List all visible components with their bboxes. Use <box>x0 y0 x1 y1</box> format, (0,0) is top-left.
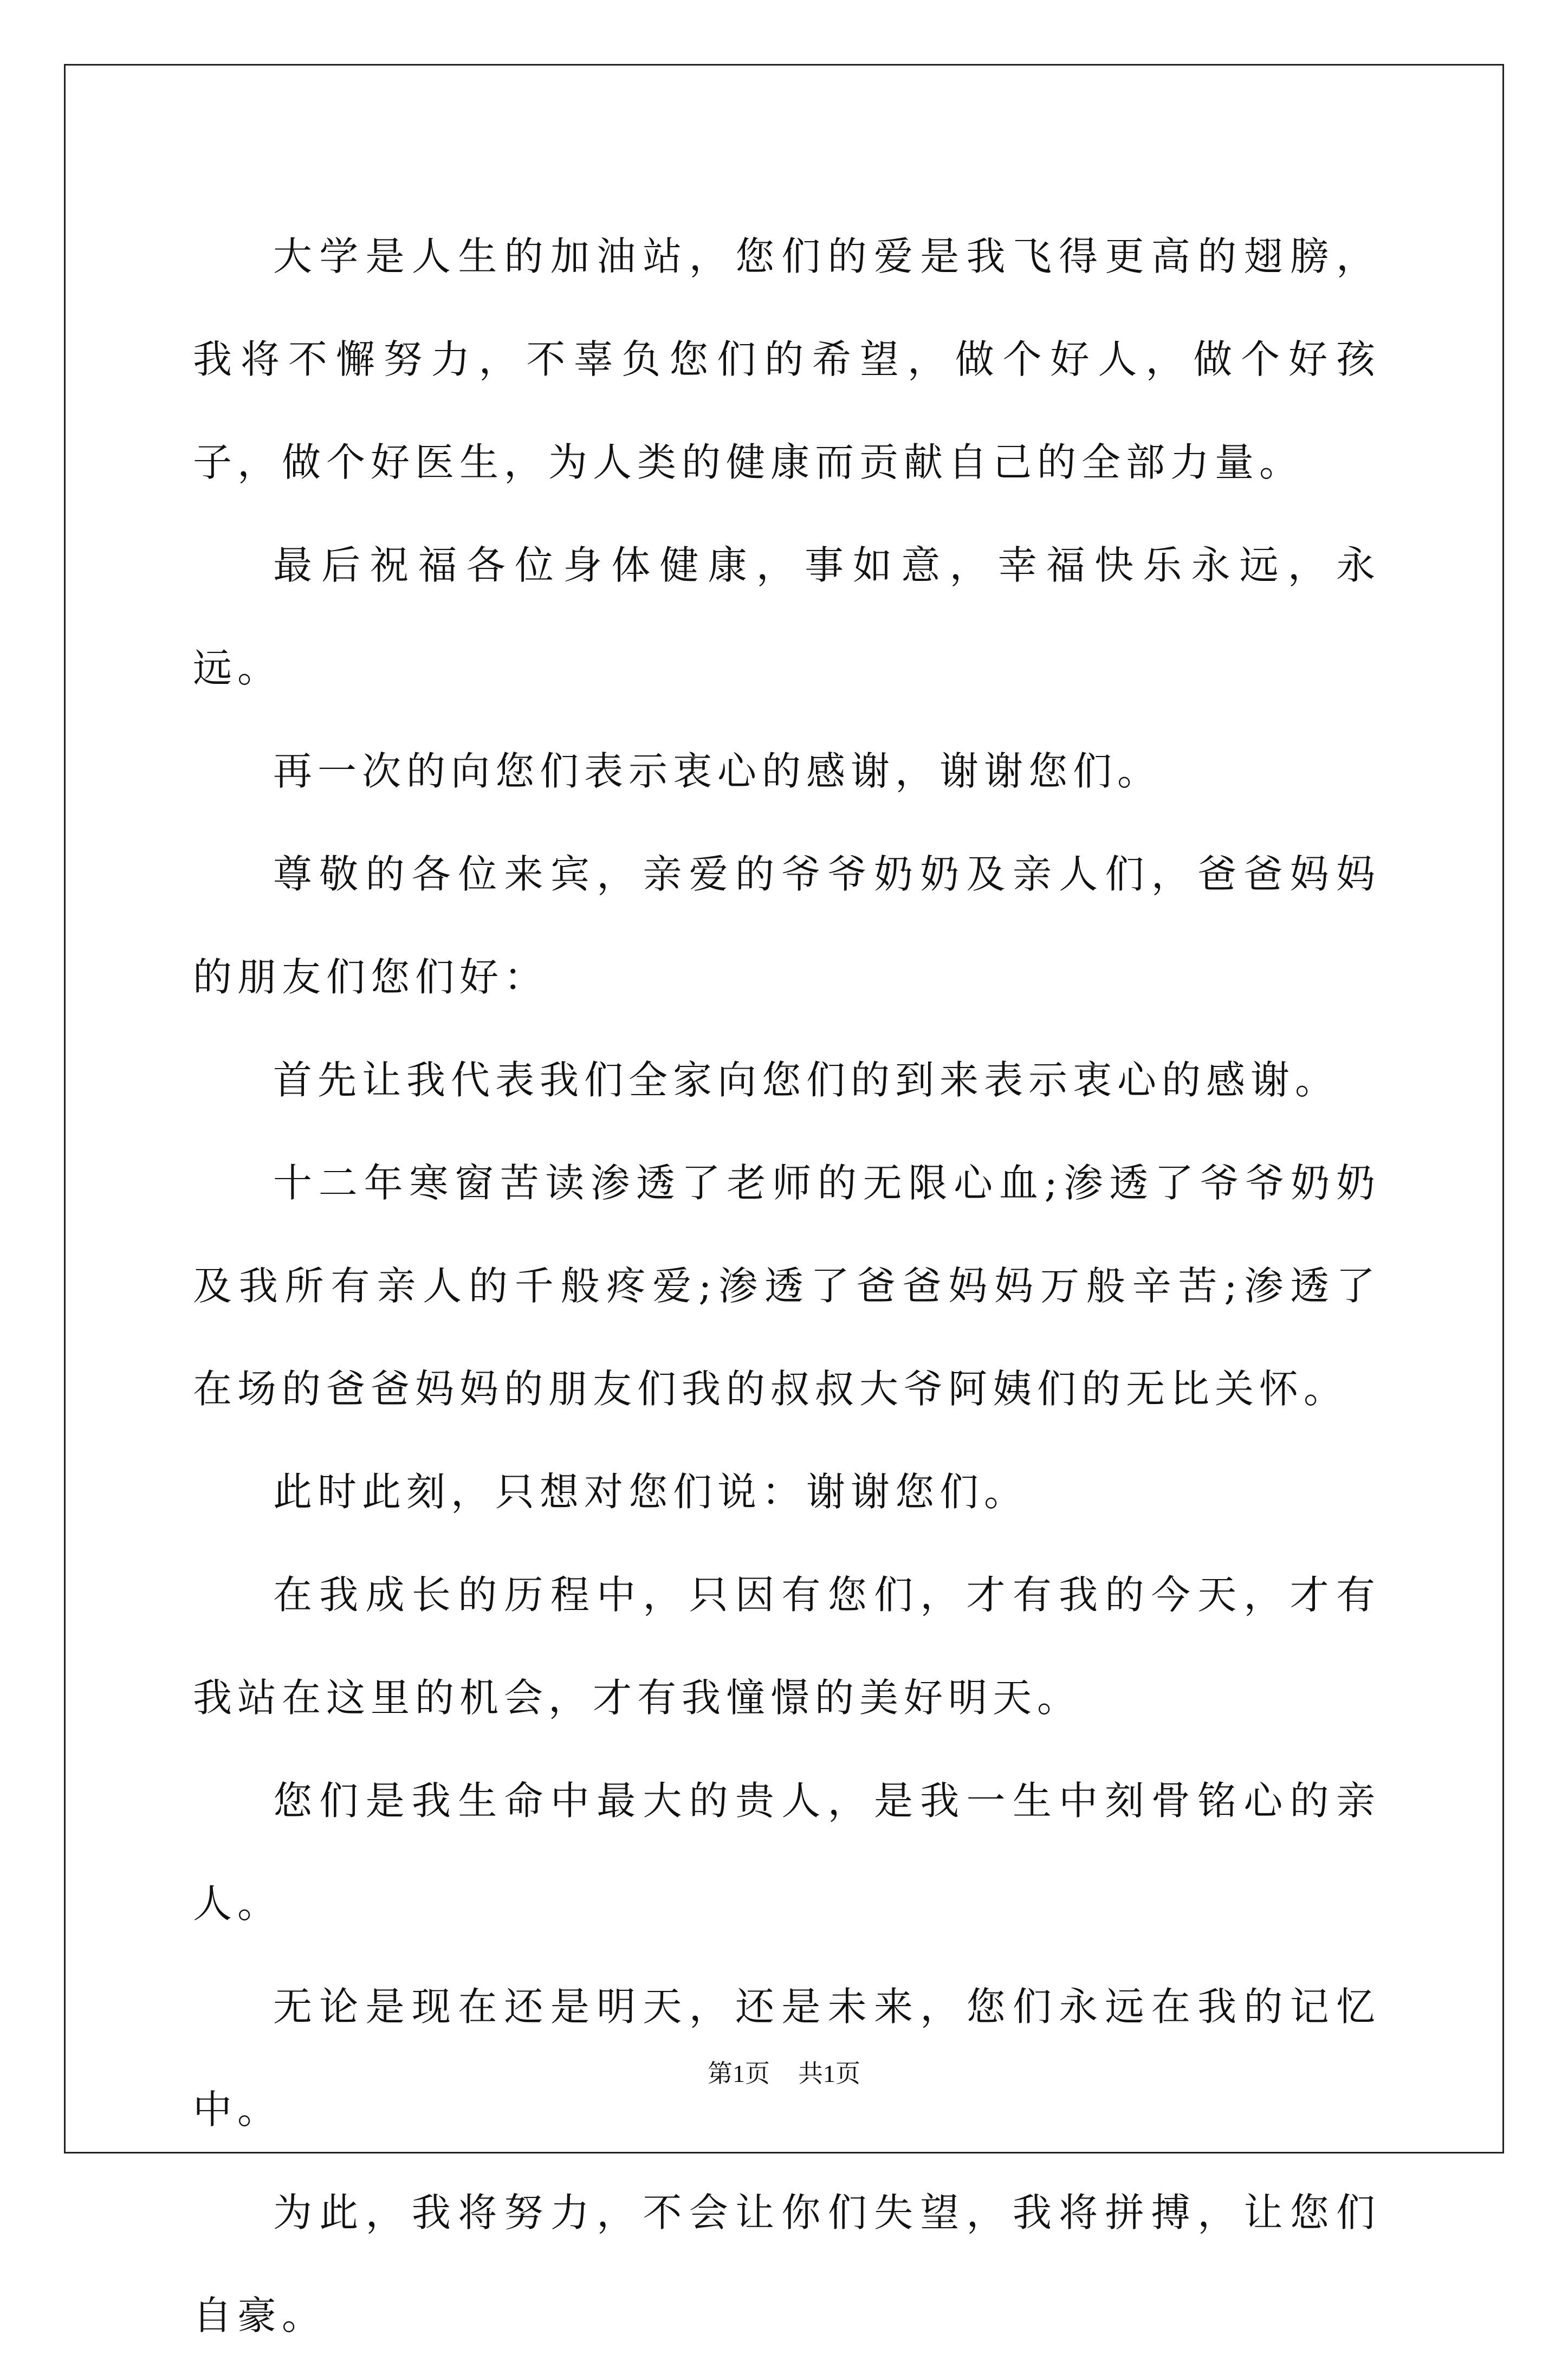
document-body <box>193 205 1381 2367</box>
paragraph: 大学是人生的加油站，您们的爱是我飞得更高的翅膀，我将不懈努力，不辜负您们的希望，做个好人，做个好孩子，做个好医生，为人类的健康而贡献自己的全部力量。 <box>193 234 1381 485</box>
paragraph: 再一次的向您们表示衷心的感谢，谢谢您们。 <box>273 748 1162 794</box>
page-footer <box>0 2054 1568 2090</box>
page-number-total: 共1页 <box>798 2060 860 2087</box>
page-number-current: 第1页 <box>708 2060 770 2087</box>
paragraph: 最后祝福各位身体健康，事如意，幸福快乐永远，永远。 <box>193 542 1381 691</box>
paragraph: 无论是现在还是明天，还是未来，您们永远在我的记忆中。 <box>193 1984 1381 2132</box>
paragraph: 尊敬的各位来宾，亲爱的爷爷奶奶及亲人们，爸爸妈妈的朋友们您们好： <box>193 851 1381 1000</box>
paragraph: 十二年寒窗苦读渗透了老师的无限心血;渗透了爷爷奶奶及我所有亲人的千般疼爱;渗透了爸爸妈妈万般辛苦;渗透了在场的爸爸妈妈的朋友们我的叔叔大爷阿姨们的无比关怀。 <box>193 1160 1381 1412</box>
paragraph: 首先让我代表我们全家向您们的到来表示衷心的感谢。 <box>273 1057 1340 1103</box>
paragraph: 为此，我将努力，不会让你们失望，我将拼搏，让您们自豪。 <box>193 2190 1381 2338</box>
paragraph: 此时此刻，只想对您们说：谢谢您们。 <box>273 1469 1029 1515</box>
paragraph: 在我成长的历程中，只因有您们，才有我的今天，才有我站在这里的机会，才有我憧憬的美好明天。 <box>193 1572 1381 1721</box>
paragraph: 您们是我生命中最大的贵人，是我一生中刻骨铭心的亲人。 <box>193 1778 1381 1926</box>
